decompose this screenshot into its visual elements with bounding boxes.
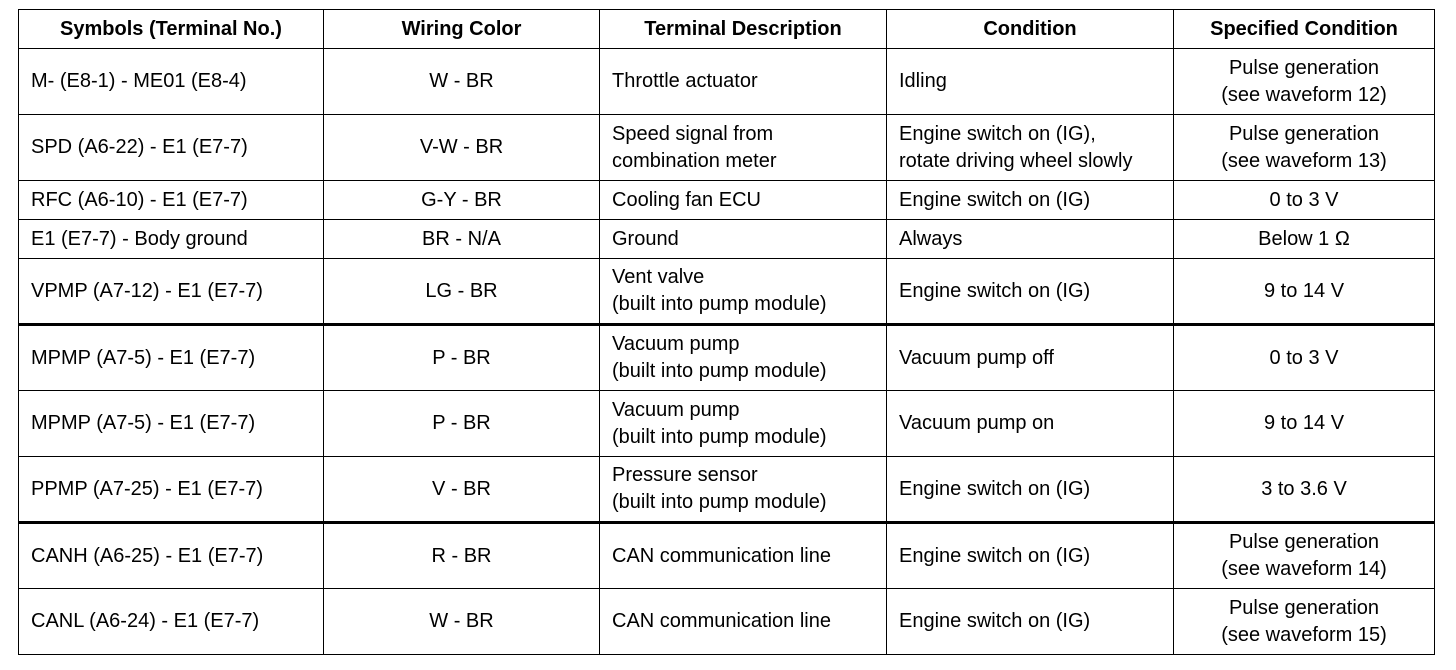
header-symbols: Symbols (Terminal No.) [19,10,324,49]
specified-condition-cell: Below 1 Ω [1174,220,1435,259]
description-cell: Pressure sensor (built into pump module) [600,457,887,523]
description-cell: Vent valve (built into pump module) [600,259,887,325]
condition-cell: Idling [887,49,1174,115]
condition-cell: Engine switch on (IG) [887,259,1174,325]
symbol-cell: SPD (A6-22) - E1 (E7-7) [19,115,324,181]
description-cell: Throttle actuator [600,49,887,115]
symbol-cell: PPMP (A7-25) - E1 (E7-7) [19,457,324,523]
table-header-row [19,10,1435,49]
description-cell: Ground [600,220,887,259]
symbol-cell: MPMP (A7-5) - E1 (E7-7) [19,391,324,457]
symbol-cell: VPMP (A7-12) - E1 (E7-7) [19,259,324,325]
condition-cell: Engine switch on (IG), rotate driving wheel slowly [887,115,1174,181]
wiring-color-cell: P - BR [324,391,600,457]
description-cell: Vacuum pump (built into pump module) [600,325,887,391]
condition-cell: Engine switch on (IG) [887,457,1174,523]
symbol-cell: CANH (A6-25) - E1 (E7-7) [19,523,324,589]
wiring-color-cell: W - BR [324,589,600,655]
condition-cell: Engine switch on (IG) [887,589,1174,655]
wiring-color-cell: R - BR [324,523,600,589]
description-cell: Speed signal from combination meter [600,115,887,181]
symbol-cell: M- (E8-1) - ME01 (E8-4) [19,49,324,115]
description-cell: CAN communication line [600,523,887,589]
description-cell: Cooling fan ECU [600,181,887,220]
description-cell: Vacuum pump (built into pump module) [600,391,887,457]
table-row [19,457,1435,523]
condition-cell: Vacuum pump on [887,391,1174,457]
wiring-color-cell: V-W - BR [324,115,600,181]
wiring-color-cell: G-Y - BR [324,181,600,220]
specified-condition-cell: Pulse generation (see waveform 15) [1174,589,1435,655]
condition-cell: Vacuum pump off [887,325,1174,391]
table-row [19,49,1435,115]
terminal-spec-table [18,9,1435,655]
specified-condition-cell: 0 to 3 V [1174,181,1435,220]
specified-condition-cell: Pulse generation (see waveform 14) [1174,523,1435,589]
specified-condition-cell: Pulse generation (see waveform 13) [1174,115,1435,181]
wiring-color-cell: V - BR [324,457,600,523]
header-condition: Condition [887,10,1174,49]
wiring-color-cell: LG - BR [324,259,600,325]
symbol-cell: RFC (A6-10) - E1 (E7-7) [19,181,324,220]
specified-condition-cell: 0 to 3 V [1174,325,1435,391]
table-row [19,391,1435,457]
wiring-color-cell: BR - N/A [324,220,600,259]
specified-condition-cell: Pulse generation (see waveform 12) [1174,49,1435,115]
specified-condition-cell: 3 to 3.6 V [1174,457,1435,523]
wiring-color-cell: P - BR [324,325,600,391]
condition-cell: Always [887,220,1174,259]
specified-condition-cell: 9 to 14 V [1174,391,1435,457]
table-row [19,589,1435,655]
symbol-cell: E1 (E7-7) - Body ground [19,220,324,259]
symbol-cell: CANL (A6-24) - E1 (E7-7) [19,589,324,655]
specified-condition-cell: 9 to 14 V [1174,259,1435,325]
wiring-color-cell: W - BR [324,49,600,115]
condition-cell: Engine switch on (IG) [887,181,1174,220]
description-cell: CAN communication line [600,589,887,655]
header-wiring-color: Wiring Color [324,10,600,49]
symbol-cell: MPMP (A7-5) - E1 (E7-7) [19,325,324,391]
table-row [19,523,1435,589]
table-row [19,325,1435,391]
condition-cell: Engine switch on (IG) [887,523,1174,589]
table-row [19,115,1435,181]
table-row [19,181,1435,220]
header-specified-condition: Specified Condition [1174,10,1435,49]
table-row [19,220,1435,259]
header-terminal-description: Terminal Description [600,10,887,49]
table-row [19,259,1435,325]
